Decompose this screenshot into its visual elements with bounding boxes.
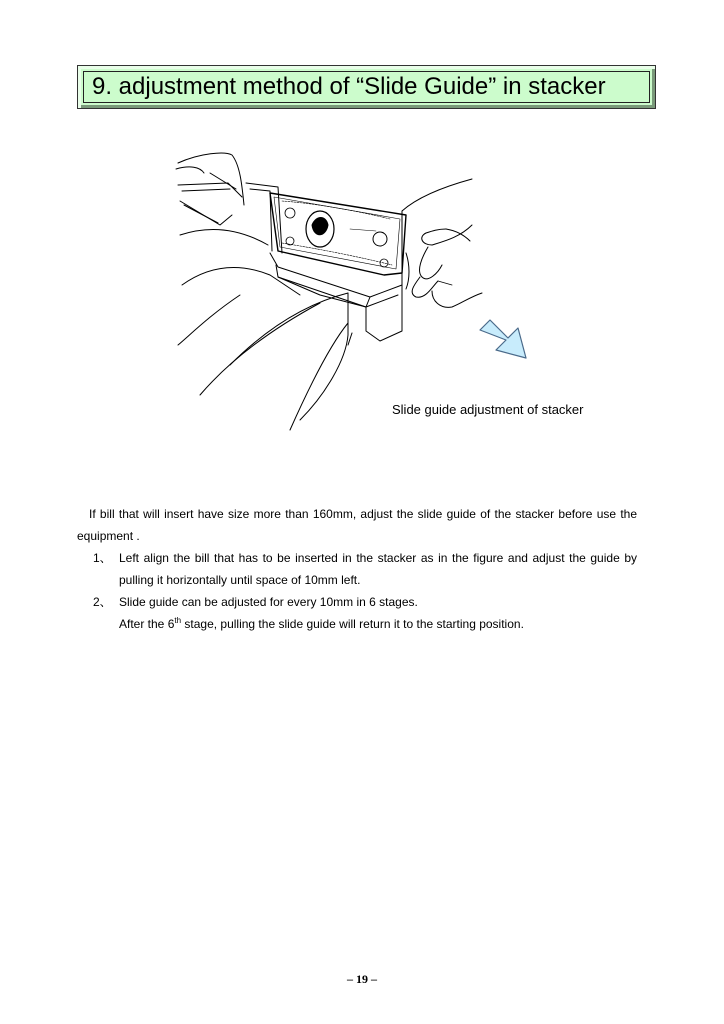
figure-caption: Slide guide adjustment of stacker <box>392 402 584 417</box>
instructions-text <box>77 503 637 635</box>
section-title-box <box>77 65 656 109</box>
list-item-text: Left align the bill that has to be inserted in the stacker as in the figure and adjust the guide by pulling it horizontally until space of 10mm left. <box>119 551 637 587</box>
list-item-number: 2、 <box>93 595 112 609</box>
list-item-note: After the 6th stage, pulling the slide guide will return it to the starting position. <box>119 616 524 631</box>
page-number: – 19 – <box>347 972 377 986</box>
pull-direction-arrow-icon <box>474 312 534 372</box>
list-item-text: Slide guide can be adjusted for every 10mm in 6 stages. <box>119 595 418 609</box>
intro-paragraph: If bill that will insert have size more than 160mm, adjust the slide guide of the stacker before use the equipment . <box>77 507 637 543</box>
list-item <box>77 591 637 635</box>
section-title: 9. adjustment method of “Slide Guide” in stacker <box>92 73 606 100</box>
list-item-number: 1、 <box>93 551 112 565</box>
list-item <box>77 547 637 591</box>
stacker-illustration <box>170 145 550 435</box>
